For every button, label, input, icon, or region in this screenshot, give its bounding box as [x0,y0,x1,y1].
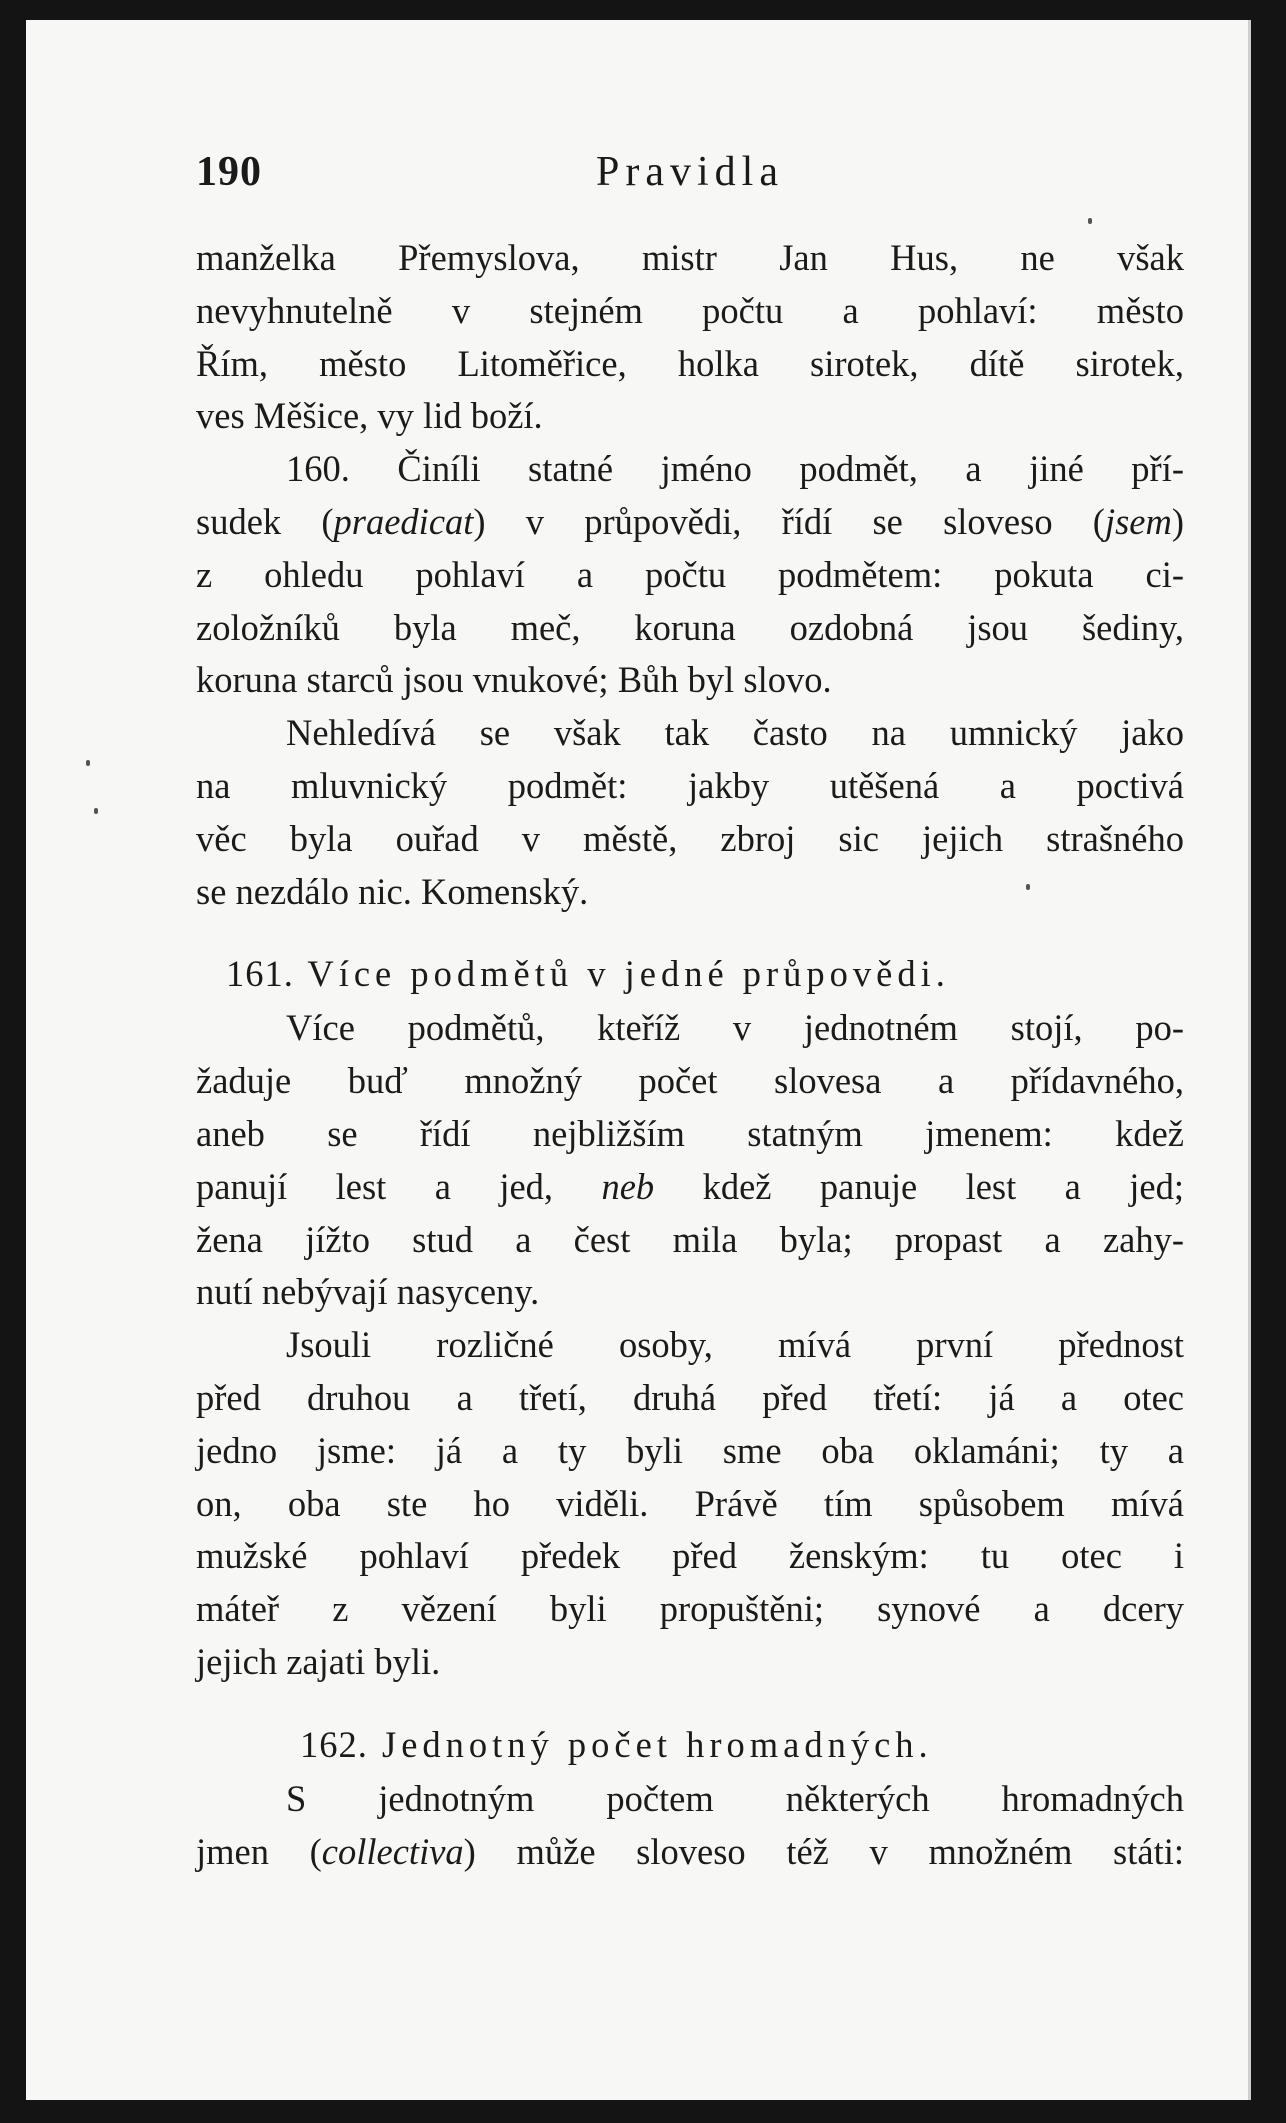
text-line [196,1826,1184,1879]
text-line: na mluvnický podmět: jakby utěšená a poctivá [196,764,1184,806]
text-line: jejich zajati byli. [196,1640,441,1682]
text-line: koruna starců jsou vnukové; Bůh byl slovo. [196,659,832,701]
text-line: před druhou a třetí, druhá před třetí: já a otec [196,1376,1184,1418]
text-run: ) může sloveso též v množném státi: [463,1830,1184,1872]
text-line: ves Měšice, vy lid boží. [196,395,543,437]
page-number: 190 [196,149,262,195]
text-line: zoložníků byla meč, koruna ozdobná jsou šediny, [196,606,1184,648]
italic-term: jsem [1104,500,1172,542]
text-run: kdež panuje lest a jed; [654,1165,1185,1207]
text-line: z ohledu pohlaví a počtu podmětem: pokuta ci- [196,553,1184,595]
text-line: nevyhnutelně v stejném počtu a pohlaví: město [196,289,1184,331]
paper-speck [1026,884,1030,890]
text-line: žaduje buď množný počet slovesa a přídavného, [196,1060,1184,1102]
section-number: 162. [300,1723,368,1765]
text-run: ) v průpovědi, řídí se sloveso ( [473,500,1105,542]
section-gap [196,1689,1184,1719]
paper-speck [1088,218,1092,224]
text-line: Řím, město Litoměřice, holka sirotek, dítě sirotek, [196,342,1184,384]
text-line: S jednotným počtem některých hromadných [286,1777,1184,1819]
section-gap [196,918,1184,948]
section-heading-162 [196,1719,1184,1773]
paper-speck [86,760,90,766]
italic-term: collectiva [321,1830,464,1872]
text-line [196,496,1184,549]
text-line: se nezdálo nic. Komenský. [196,870,589,912]
text-line: Nehledívá se však tak často na umnický jako [286,712,1184,754]
body-text [196,232,1184,1878]
text-line [196,1161,1184,1214]
running-head [196,148,1196,208]
text-line: manželka Přemyslova, mistr Jan Hus, ne však [196,237,1184,278]
italic-term: praedicat [333,500,474,542]
text-line: žena jížto stud a čest mila byla; propast a zahy- [196,1218,1184,1260]
text-run: jmen ( [196,1830,322,1872]
text-run: 160. Činíli statné jméno podmět, a jiné pří- [286,448,1184,490]
text-line: mužské pohlaví předek před ženským: tu otec i [196,1535,1184,1577]
paragraph-160-line [196,443,1184,496]
section-title: Více podmětů v jedné průpovědi. [307,953,950,995]
text-line: Jsouli rozličné osoby, mívá první přednost [286,1324,1184,1366]
text-line: Více podmětů, kteříž v jednotném stojí, po- [286,1007,1184,1049]
text-run: ) [1171,500,1185,542]
text-line: nutí nebývají nasyceny. [196,1271,540,1313]
text-run: sudek ( [196,500,334,542]
paper-speck [94,808,98,814]
text-line: aneb se řídí nejbližším statným jmenem: kdež [196,1112,1184,1154]
text-line: on, oba ste ho viděli. Právě tím spůsobem mívá [196,1482,1184,1524]
italic-term: neb [601,1165,655,1207]
text-line: věc byla ouřad v městě, zbroj sic jejich strašného [196,817,1184,859]
running-title: Pravidla [596,149,784,195]
text-line: máteř z vězení byli propuštěni; synové a dcery [196,1588,1184,1630]
text-line: jedno jsme: já a ty byli sme oba oklamáni; ty a [196,1429,1184,1471]
section-heading-161 [196,948,1184,1002]
section-title: Jednotný počet hromadných. [382,1723,933,1765]
section-number: 161. [226,953,294,995]
text-run: panují lest a jed, [196,1165,602,1207]
